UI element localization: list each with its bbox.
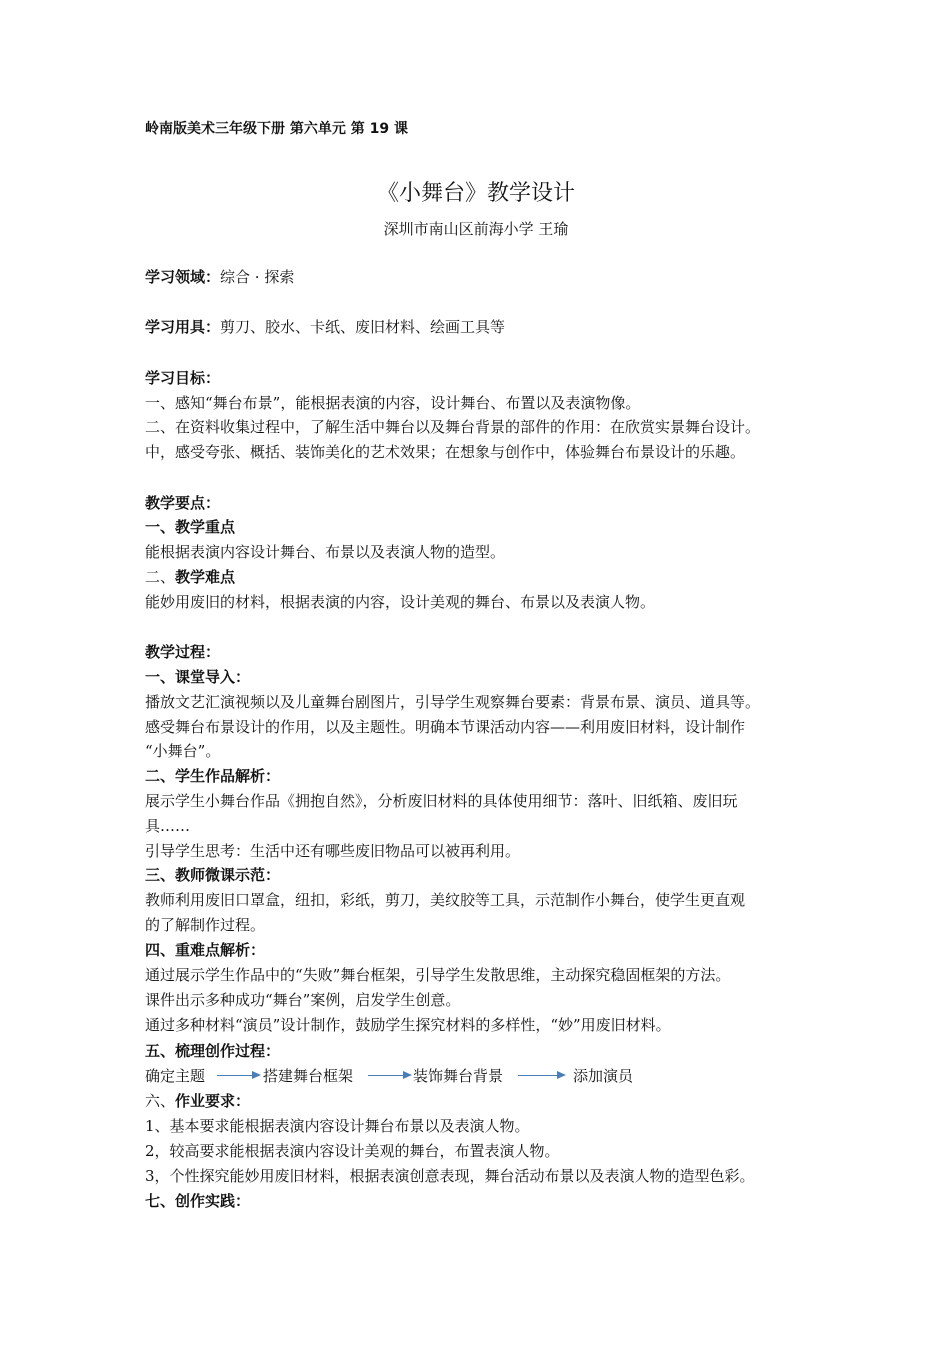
section-heading: 七、创作实践： [145, 1192, 251, 1210]
flow-step: 搭建舞台框架 [263, 1067, 354, 1085]
section-heading: 三、教师微课示范： [145, 866, 281, 884]
section-heading-text: 作业要求： [175, 1092, 251, 1110]
section-heading: 四、重难点解析： [145, 941, 266, 959]
difficulty-heading-text: 教学难点 [175, 568, 236, 586]
goals-heading: 学习目标： [145, 369, 221, 387]
difficulty-heading [145, 565, 235, 589]
section-line: 通过多种材料“演员”设计制作，鼓励学生探究材料的多样性，“妙”用废旧材料。 [145, 1016, 671, 1034]
difficulty-text: 能妙用废旧的材料，根据表演的内容，设计美观的舞台、布景以及表演人物。 [145, 593, 656, 611]
focus-text: 能根据表演内容设计舞台、布景以及表演人物的造型。 [145, 543, 506, 561]
field-row [145, 265, 294, 289]
tools-value: 剪刀、胶水、卡纸、废旧材料、绘画工具等 [220, 318, 506, 336]
document-title: 《小舞台》教学设计 [376, 181, 575, 206]
section-line: 引导学生思考：生活中还有哪些废旧物品可以被再利用。 [145, 842, 521, 860]
arrow-right-icon [518, 1075, 564, 1076]
section-heading: 一、课堂导入： [145, 668, 251, 686]
section-line: 感受舞台布景设计的作用，以及主题性。明确本节课活动内容——利用废旧材料，设计制作 [145, 718, 746, 736]
section-line: 3，个性探究能妙用废旧材料，根据表演创意表现，舞台活动布景以及表演人物的造型色彩。 [145, 1167, 755, 1185]
tools-row [145, 315, 505, 339]
process-heading: 教学过程： [145, 643, 221, 661]
author-line: 深圳市南山区前海小学 王瑜 [383, 220, 569, 238]
arrow-right-icon [368, 1075, 410, 1076]
goal-line: 二、在资料收集过程中，了解生活中舞台以及舞台背景的部件的作用：在欣赏实景舞台设计。 [145, 418, 761, 436]
tools-label: 学习用具： [145, 318, 221, 336]
section-line: “小舞台”。 [145, 742, 221, 760]
difficulty-heading-num: 二、 [145, 568, 176, 586]
keypoints-heading: 教学要点： [145, 494, 221, 512]
goal-line: 一、感知“舞台布景”，能根据表演的内容，设计舞台、布置以及表演物像。 [145, 394, 641, 412]
section-line: 具…… [145, 817, 191, 835]
flow-step: 添加演员 [573, 1067, 634, 1085]
section-line: 展示学生小舞台作品《拥抱自然》，分析废旧材料的具体使用细节：落叶、旧纸箱、废旧玩 [145, 792, 738, 810]
section-line: 教师利用废旧口罩盒，纽扣，彩纸，剪刀，美纹胶等工具，示范制作小舞台，使学生更直观 [145, 891, 746, 909]
goal-line: 中，感受夸张、概括、装饰美化的艺术效果；在想象与创作中，体验舞台布景设计的乐趣。 [145, 443, 746, 461]
section-line: 的了解制作过程。 [145, 916, 266, 934]
field-label: 学习领域： [145, 268, 221, 286]
field-value: 综合 · 探索 [220, 268, 295, 286]
section-line: 2，较高要求能根据表演内容设计美观的舞台，布置表演人物。 [145, 1142, 560, 1160]
section-line: 1、基本要求能根据表演内容设计舞台布景以及表演人物。 [145, 1117, 530, 1135]
flow-step: 装饰舞台背景 [413, 1067, 504, 1085]
section-line: 播放文艺汇演视频以及儿童舞台剧图片，引导学生观察舞台要素：背景布景、演员、道具等。 [145, 693, 761, 711]
section-heading-num: 六、 [145, 1092, 176, 1110]
section-heading [145, 1089, 250, 1113]
focus-heading: 一、教学重点 [145, 518, 236, 536]
section-heading: 二、学生作品解析： [145, 767, 281, 785]
section-heading: 五、梳理创作过程： [145, 1042, 281, 1060]
section-line: 通过展示学生作品中的“失败”舞台框架，引导学生发散思维，主动探究稳固框架的方法。 [145, 966, 731, 984]
arrow-right-icon [217, 1075, 259, 1076]
series-line: 岭南版美术三年级下册 第六单元 第 19 课 [145, 121, 408, 137]
flow-step: 确定主题 [145, 1067, 206, 1085]
section-line: 课件出示多种成功“舞台”案例，启发学生创意。 [145, 991, 461, 1009]
